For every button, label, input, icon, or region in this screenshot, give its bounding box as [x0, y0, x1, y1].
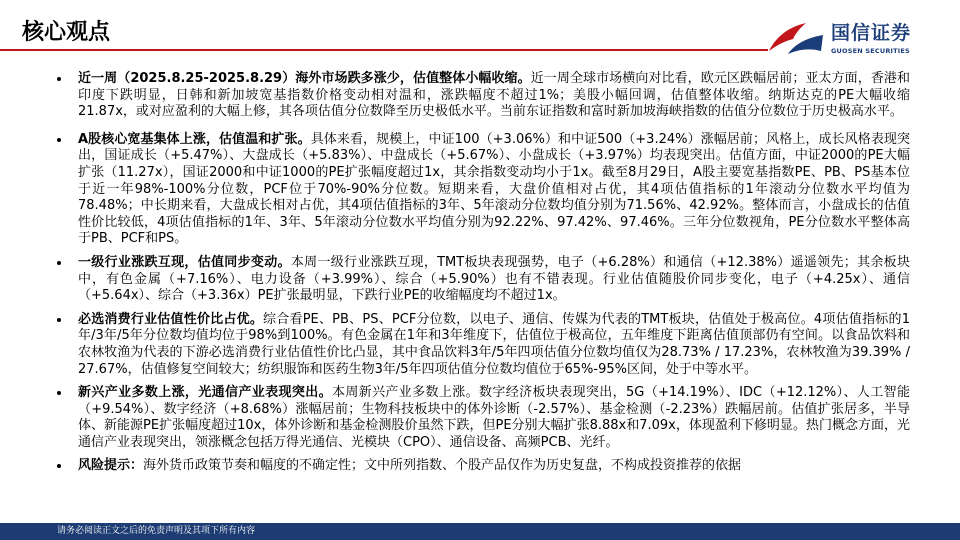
bullet-item	[78, 385, 910, 451]
guosen-logo-icon	[766, 20, 826, 56]
footer-bar	[0, 523, 960, 540]
bullet-marker	[57, 464, 61, 468]
bullet-body: 近一周全球市场横向对比看，欧元区跌幅居前；亚太方面，香港和印度下跌明显，日韩和新加坡宽基指数价格变动相对温和，涨跌幅度不超过1%；美股小幅回调，估值整体收缩。纳斯达克的PE大幅收缩21.87x，或对应盈利的大幅上修，其各项估值分位数降至历史极低水平。当前东证指数和富时新加坡海峡指数的估值分位数位于历史极高水平。	[78, 71, 910, 120]
bullet-marker	[57, 391, 61, 395]
bullet-marker	[57, 261, 61, 265]
logo-name-cn: 国信证券	[831, 22, 912, 44]
bullet-marker	[57, 318, 61, 322]
logo-name-en: GUOSEN SECURITIES	[831, 47, 910, 55]
brand-logo	[766, 18, 916, 58]
bullet-item	[78, 255, 910, 305]
bullet-lead: 近一周（2025.8.25-2025.8.29）海外市场跌多涨少，估值整体小幅收缩。	[78, 71, 531, 86]
bullet-item	[78, 312, 910, 378]
bullet-item	[78, 458, 910, 475]
bullet-item	[78, 71, 910, 121]
bullet-lead: 必选消费行业估值性价比占优。	[78, 311, 264, 327]
key-points-list	[78, 71, 910, 482]
footer-disclaimer: 请务必阅读正文之后的免责声明及其项下所有内容	[57, 526, 256, 536]
slide-header	[0, 0, 960, 60]
bullet-item	[78, 132, 910, 248]
bullet-body: 本周一级行业涨跌互现，TMT板块表现强势，电子（+6.28%）和通信（+12.38%）遥遥领先；其余板块中，有色金属（+7.16%）、电力设备（+3.99%）、综合（+5.90%）也有不错表现。行业估值随股价同步变化，电子（+4.25x）、通信（+5.64x）、综合（+3.36x）PE扩张最明显，下跌行业PE的收缩幅度均不超过1x。	[78, 254, 910, 304]
bullet-lead: 新兴产业多数上涨，光通信产业表现突出。	[78, 385, 332, 401]
bullet-body: 本周新兴产业多数上涨。数字经济板块表现突出，5G（+14.19%）、IDC（+12.12%）、人工智能（+9.54%）、数字经济（+8.68%）涨幅居前；生物科技板块中的体外诊断（-2.57%）、基金检测（-2.23%）跌幅居前。估值扩张居多，半导体、新能源PE扩张幅度超过10x，体外诊断和基金检测股价虽然下跌，但PE分别大幅扩张8.88x和7.09x，体现盈利下修明显。热门概念方面，光通信产业表现突出，领涨概念包括万得光通信、光模块（CPO）、通信设备、高频PCB、光纤。	[78, 385, 910, 450]
bullet-body: 具体来看，规模上，中证100（+3.06%）和中证500（+3.24%）涨幅居前；风格上，成长风格表现突出，国证成长（+5.47%）、大盘成长（+5.83%）、中盘成长（+5.67%）、小盘成长（+3.97%）均表现突出。估值方面，中证2000的PE大幅扩张（11.27x），国证2000和中证1000的PE扩张幅度超过1x，其余指数变动均小于1x。截至8月29日，A股主要宽基指数PE、PB、PS基本位于近一年98%-100%分位数，PCF位于70%-90%分位数。短期来看，大盘价值相对占优，其4项估值指标的1年滚动分位数水平均值为78.48%；中长期来看，大盘成长相对占优，其4项估值指标的3年、5年滚动分位数均值分别为71.56%、42.92%。整体而言，小盘成长的估值性价比较低，4项估值指标的1年、3年、5年滚动分位数水平均值分别为92.22%、97.42%、97.46%。三年分位数视角，PE分位数水平整体高于PB、PCF和PS。	[78, 131, 911, 247]
bullet-lead: A股核心宽基集体上涨，估值温和扩张。	[78, 131, 311, 147]
header-rule	[0, 49, 768, 51]
bullet-marker	[57, 77, 61, 81]
bullet-body: 综合看PE、PB、PS、PCF分位数，以电子、通信、传媒为代表的TMT板块，估值处于极高位。4项估值指标的1年/3年/5年分位数均值均位于98%到100%。有色金属在1年和3年维度下，估值位于极高位，五年维度下距离估值顶部仍有空间。以食品饮料和农林牧渔为代表的下游必选消费行业估值性价比凸显，其中食品饮料3年/5年四项估值分位数均值仅为28.73% / 17.23%，农林牧渔为39.39% / 27.67%，估值修复空间较大；纺织服饰和医药生物3年/5年四项估值分位数均值位于65%-95%区间，处于中等水平。	[78, 311, 910, 377]
bullet-marker	[57, 138, 61, 142]
bullet-lead: 风险提示：	[78, 458, 144, 474]
bullet-lead: 一级行业涨跌互现，估值同步变动。	[78, 254, 291, 270]
bullet-body: 海外货币政策节奏和幅度的不确定性；文中所列指数、个股产品仅作为历史复盘，不构成投资推荐的依据	[143, 458, 742, 474]
page-title: 核心观点	[22, 20, 111, 45]
